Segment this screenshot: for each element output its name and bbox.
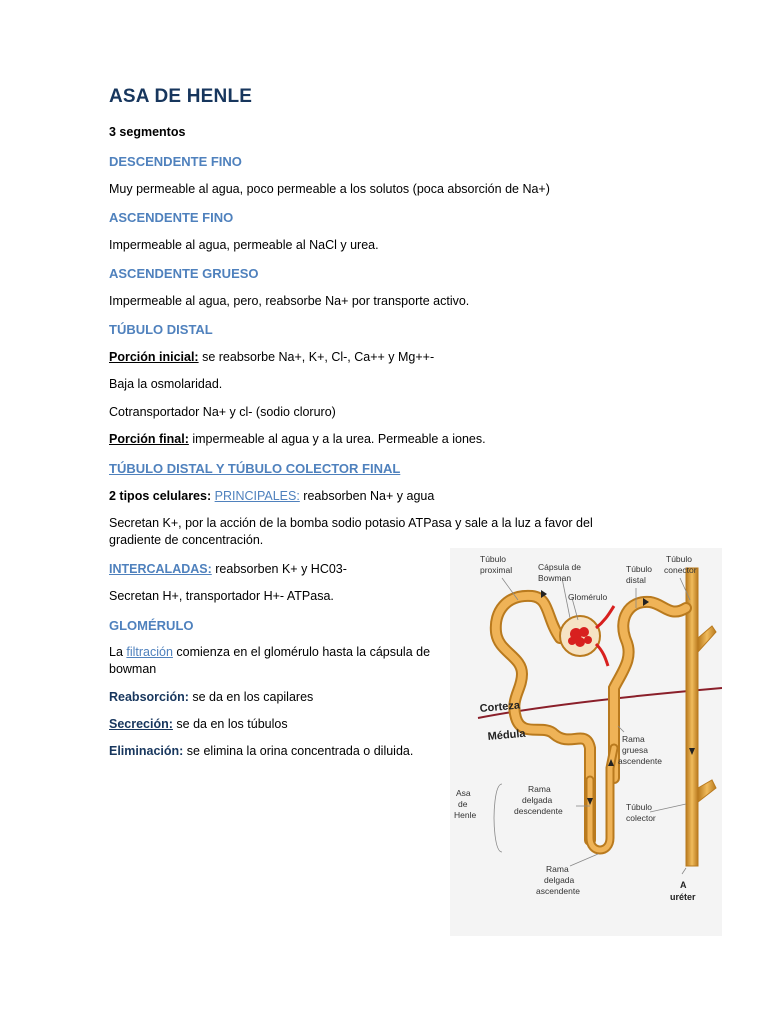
reabsorcion-text: se da en los capilares [188, 690, 314, 704]
secretan-h-text: Secretan H+, transportador H+- ATPasa. [109, 589, 334, 603]
heading-ascendente-fino: ASCENDENTE FINO [109, 210, 234, 225]
label-capsula-1: Cápsula de [538, 562, 582, 572]
tipos-celulares-line [109, 488, 434, 505]
eliminacion-text: se elimina la orina concentrada o diluida. [183, 744, 414, 758]
ascendente-grueso-text: Impermeable al agua, pero, reabsorbe Na+ por transporte activo. [109, 294, 470, 308]
heading-tubulo-colector: TÚBULO DISTAL Y TÚBULO COLECTOR FINAL [109, 461, 401, 476]
page-title: ASA DE HENLE [109, 86, 253, 107]
label-glomerulo: Glomérulo [568, 592, 608, 602]
label-a: A [680, 880, 687, 890]
filtracion-la: La [109, 645, 127, 659]
filtracion-text: comienza en el glomérulo hasta la cápsula de bowman [109, 645, 431, 676]
porcion-final-label: Porción final: [109, 432, 189, 446]
label-rama-gruesa-1: Rama [622, 734, 645, 744]
label-tubulo-colector-1: Túbulo [626, 802, 652, 812]
intercaladas-text: reabsorben K+ y HC03- [211, 562, 347, 576]
label-rama-delgada-asc-1: Rama [546, 864, 569, 874]
porcion-inicial-label: Porción inicial: [109, 350, 199, 364]
heading-glomerulo: GLOMÉRULO [109, 618, 194, 633]
intercaladas-line [109, 561, 347, 578]
intro-text: 3 segmentos [109, 125, 186, 139]
label-tubulo-proximal-1: Túbulo [480, 554, 506, 564]
label-medula: Médula [487, 727, 527, 743]
label-rama-delgada-asc-3: ascendente [536, 886, 580, 896]
eliminacion-line [109, 743, 413, 760]
filtracion-line [109, 644, 449, 678]
label-asa-2: de [458, 799, 468, 809]
secrecion-line [109, 716, 288, 733]
osmolaridad-text: Baja la osmolaridad. [109, 377, 223, 391]
label-corteza: Corteza [479, 699, 521, 715]
label-capsula-2: Bowman [538, 573, 572, 583]
label-tubulo-proximal-2: proximal [480, 565, 513, 575]
label-tubulo-colector-2: colector [626, 813, 656, 823]
heading-descendente-fino: DESCENDENTE FINO [109, 154, 242, 169]
descendente-fino-text: Muy permeable al agua, poco permeable a los solutos (poca absorción de Na+) [109, 182, 550, 196]
porcion-inicial-line [109, 349, 434, 366]
eliminacion-label: Eliminación: [109, 744, 184, 758]
label-tubulo-distal-1: Túbulo [626, 564, 652, 574]
label-rama-delgada-desc-2: delgada [522, 795, 553, 805]
label-rama-gruesa-2: gruesa [622, 745, 648, 755]
collecting-duct [686, 568, 716, 866]
porcion-final-line [109, 431, 486, 448]
efferent-arteriole [596, 644, 608, 666]
afferent-arteriole [596, 606, 614, 628]
heading-ascendente-grueso: ASCENDENTE GRUESO [109, 266, 259, 281]
nephron-svg [450, 548, 722, 936]
label-tubulo-conector-1: Túbulo [666, 554, 692, 564]
label-rama-delgada-desc-1: Rama [528, 784, 551, 794]
label-rama-gruesa-3: ascendente [618, 756, 662, 766]
label-tubulo-conector-2: conector [664, 565, 697, 575]
secrecion-label: Secreción: [109, 717, 173, 731]
principales-text: reabsorben Na+ y agua [299, 489, 435, 503]
heading-tubulo-distal: TÚBULO DISTAL [109, 322, 213, 337]
secrecion-text: se da en los túbulos [172, 717, 288, 731]
reabsorcion-line [109, 689, 313, 706]
cotransportador-text: Cotransportador Na+ y cl- (sodio cloruro) [109, 405, 336, 419]
intercaladas-label: INTERCALADAS: [109, 562, 212, 576]
label-tubulo-distal-2: distal [626, 575, 646, 585]
ascendente-fino-text: Impermeable al agua, permeable al NaCl y urea. [109, 238, 379, 252]
label-asa-3: Henle [454, 810, 477, 820]
porcion-inicial-text: se reabsorbe Na+, K+, Cl-, Ca++ y Mg++- [198, 350, 435, 364]
tipos-celulares-label: 2 tipos celulares: [109, 489, 212, 503]
label-asa-1: Asa [456, 788, 471, 798]
label-ureter: uréter [670, 892, 696, 902]
label-rama-delgada-desc-3: descendente [514, 806, 563, 816]
nephron-diagram [450, 548, 722, 936]
principales-label: PRINCIPALES: [214, 489, 300, 503]
secretan-k-text: Secretan K+, por la acción de la bomba sodio potasio ATPasa y sale a la luz a favor del gradiente de concentración. [109, 516, 593, 547]
filtracion-label: filtración [126, 645, 173, 659]
label-rama-delgada-asc-2: delgada [544, 875, 575, 885]
reabsorcion-label: Reabsorción: [109, 690, 189, 704]
porcion-final-text: impermeable al agua y a la urea. Permeable a iones. [188, 432, 486, 446]
